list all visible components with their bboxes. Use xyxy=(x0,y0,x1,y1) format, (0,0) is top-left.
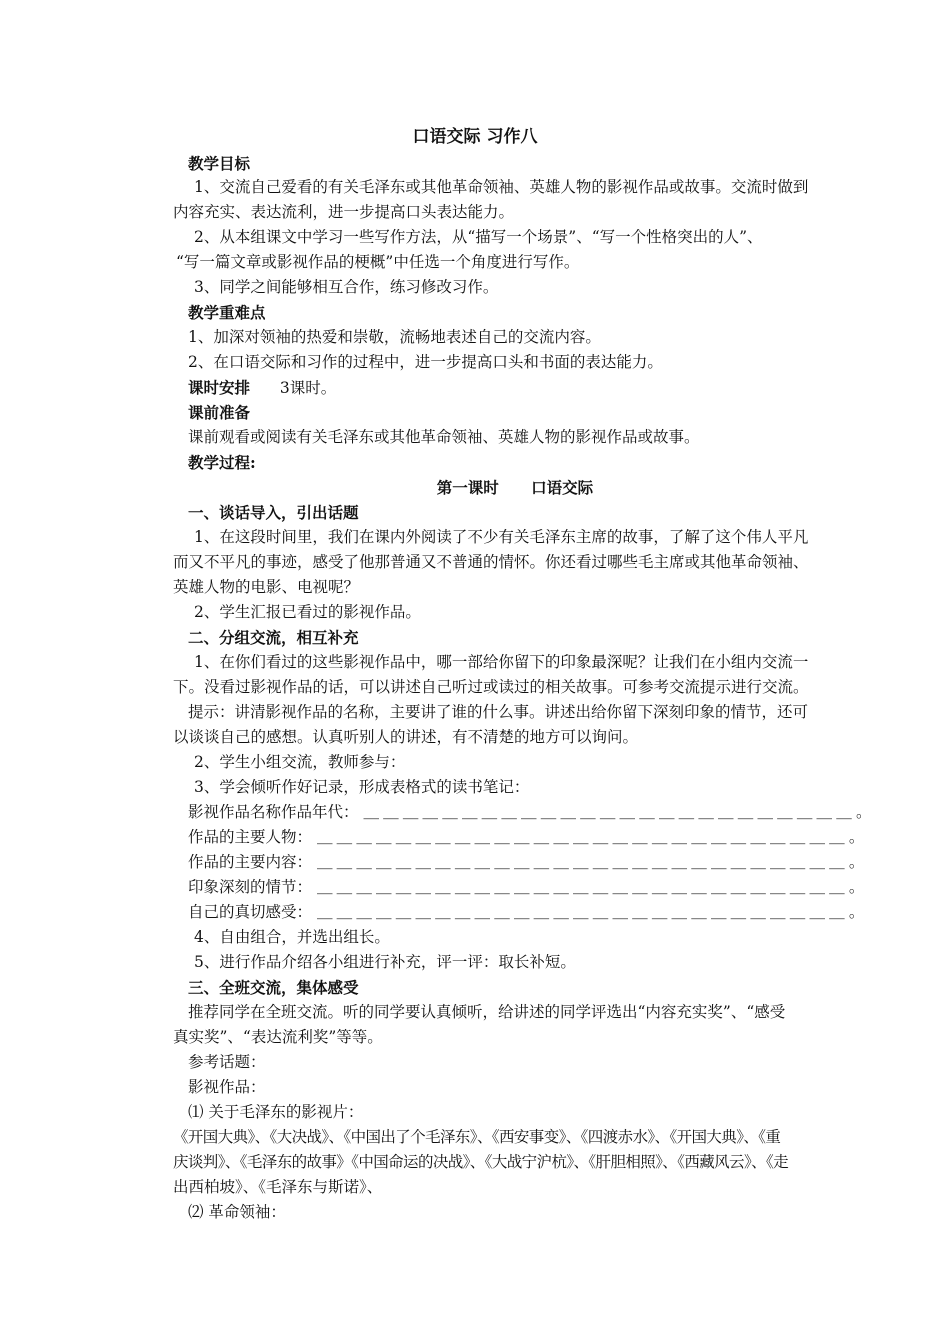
film-list-line-3: 出西柏坡》、《毛泽东与斯诺》、 xyxy=(173,1178,383,1196)
note-row-feelings xyxy=(188,900,869,925)
schedule-value: 3课时。 xyxy=(279,379,337,397)
reference-topics-label: 参考话题： xyxy=(188,1053,266,1071)
part-1-para-1-line-3: 英雄人物的电影、电视呢？ xyxy=(173,578,360,596)
film-list-line-1: 《开国大典》、《大决战》、《中国出了个毛泽东》、《西安事变》、《四渡赤水》、《开国大典》、《重 xyxy=(173,1128,781,1146)
note-blank: ＿＿＿＿＿＿＿＿＿＿＿＿＿＿＿＿＿＿＿＿＿＿＿＿＿＿＿。 xyxy=(316,878,869,896)
part-3-para-1-line-2: 真实奖”、“表达流利奖”等等。 xyxy=(173,1028,383,1046)
preparation-heading: 课前准备 xyxy=(188,403,251,422)
film-list-line-2: 庆谈判》、《毛泽东的故事》《中国命运的决战》、《大战宁沪杭》、《肝胆相照》、《西藏风云》、《走 xyxy=(173,1153,789,1171)
goal-1-line-1: 1、交流自己爱看的有关毛泽东或其他革命领袖、英雄人物的影视作品或故事。交流时做到 xyxy=(194,178,809,196)
note-blank: ＿＿＿＿＿＿＿＿＿＿＿＿＿＿＿＿＿＿＿＿＿＿＿＿＿＿＿。 xyxy=(316,828,869,846)
part-1-para-2: 2、学生汇报已看过的影视作品。 xyxy=(194,603,421,621)
part-2-hint-line-2: 以谈谈自己的感想。认真听别人的讲述，有不清楚的地方可以询问。 xyxy=(173,728,639,746)
goal-2-line-2: “写一篇文章或影视作品的梗概”中任选一个角度进行写作。 xyxy=(176,253,580,271)
goal-1-line-2: 内容充实、表达流利，进一步提高口头表达能力。 xyxy=(173,203,515,221)
part-2-hint-line-1: 提示：讲清影视作品的名称，主要讲了谁的什么事。讲述出给你留下深刻印象的情节，还可 xyxy=(188,703,809,721)
goal-2-line-1: 2、从本组课文中学习一些写作方法，从“描写一个场景”、“写一个性格突出的人”、 xyxy=(194,228,763,246)
note-label: 作品的主要内容： xyxy=(188,853,313,871)
part-2-para-4: 4、自由组合，并选出组长。 xyxy=(194,928,390,946)
part-2-para-1-line-2: 下。没看过影视作品的话，可以讲述自己听过或读过的相关故事。可参考交流提示进行交流。 xyxy=(173,678,809,696)
mao-films-label: ⑴ 关于毛泽东的影视片： xyxy=(188,1103,364,1121)
part-1-para-1-line-1: 1、在这段时间里，我们在课内外阅读了不少有关毛泽东主席的故事，了解了这个伟人平凡 xyxy=(194,528,809,546)
note-label: 作品的主要人物： xyxy=(188,828,313,846)
film-works-label: 影视作品： xyxy=(188,1078,266,1096)
revolutionary-leaders-label: ⑵ 革命领袖： xyxy=(188,1203,286,1221)
note-label: 印象深刻的情节： xyxy=(188,878,313,896)
process-heading: 教学过程: xyxy=(188,453,256,472)
lesson-1-title: 第一课时 口语交际 xyxy=(436,478,594,497)
part-2-para-2: 2、学生小组交流，教师参与： xyxy=(194,753,406,771)
note-label: 自己的真切感受： xyxy=(188,903,313,921)
goal-3: 3、同学之间能够相互合作，练习修改习作。 xyxy=(194,278,499,296)
part-3-heading: 三、全班交流，集体感受 xyxy=(188,978,359,997)
note-row-plot xyxy=(188,875,869,900)
note-blank: ＿＿＿＿＿＿＿＿＿＿＿＿＿＿＿＿＿＿＿＿＿＿＿＿＿＿＿。 xyxy=(316,853,869,871)
note-blank: ＿＿＿＿＿＿＿＿＿＿＿＿＿＿＿＿＿＿＿＿＿＿＿＿＿＿＿。 xyxy=(316,903,869,921)
key-points-heading: 教学重难点 xyxy=(188,303,266,322)
part-1-para-1-line-2: 而又不平凡的事迹，感受了他那普通又不普通的情怀。你还看过哪些毛主席或其他革命领袖、 xyxy=(173,553,809,571)
goals-heading: 教学目标 xyxy=(188,154,251,173)
schedule-line xyxy=(188,375,868,400)
preparation-text: 课前观看或阅读有关毛泽东或其他革命领袖、英雄人物的影视作品或故事。 xyxy=(188,428,700,446)
page-title: 口语交际 习作八 xyxy=(412,127,538,147)
part-1-heading: 一、谈话导入，引出话题 xyxy=(188,503,359,522)
key-point-2: 2、在口语交际和习作的过程中，进一步提高口头和书面的表达能力。 xyxy=(188,353,663,371)
note-row-content xyxy=(188,850,869,875)
key-point-1: 1、加深对领袖的热爱和崇敬，流畅地表述自己的交流内容。 xyxy=(188,328,601,346)
part-2-para-3: 3、学会倾听作好记录，形成表格式的读书笔记： xyxy=(194,778,530,796)
part-3-para-1-line-1: 推荐同学在全班交流。听的同学要认真倾听，给讲述的同学评选出“内容充实奖”、“感受 xyxy=(188,1003,786,1021)
note-row-characters xyxy=(188,825,869,850)
note-blank: ＿＿＿＿＿＿＿＿＿＿＿＿＿＿＿＿＿＿＿＿＿＿＿＿＿。 xyxy=(363,803,876,821)
part-2-heading: 二、分组交流，相互补充 xyxy=(188,628,359,647)
note-row-title xyxy=(188,800,876,825)
part-2-para-5: 5、进行作品介绍各小组进行补充，评一评：取长补短。 xyxy=(194,953,576,971)
note-label: 影视作品名称作品年代： xyxy=(188,803,359,821)
part-2-para-1-line-1: 1、在你们看过的这些影视作品中，哪一部给你留下的印象最深呢？让我们在小组内交流一 xyxy=(194,653,809,671)
schedule-heading: 课时安排 xyxy=(188,378,251,397)
